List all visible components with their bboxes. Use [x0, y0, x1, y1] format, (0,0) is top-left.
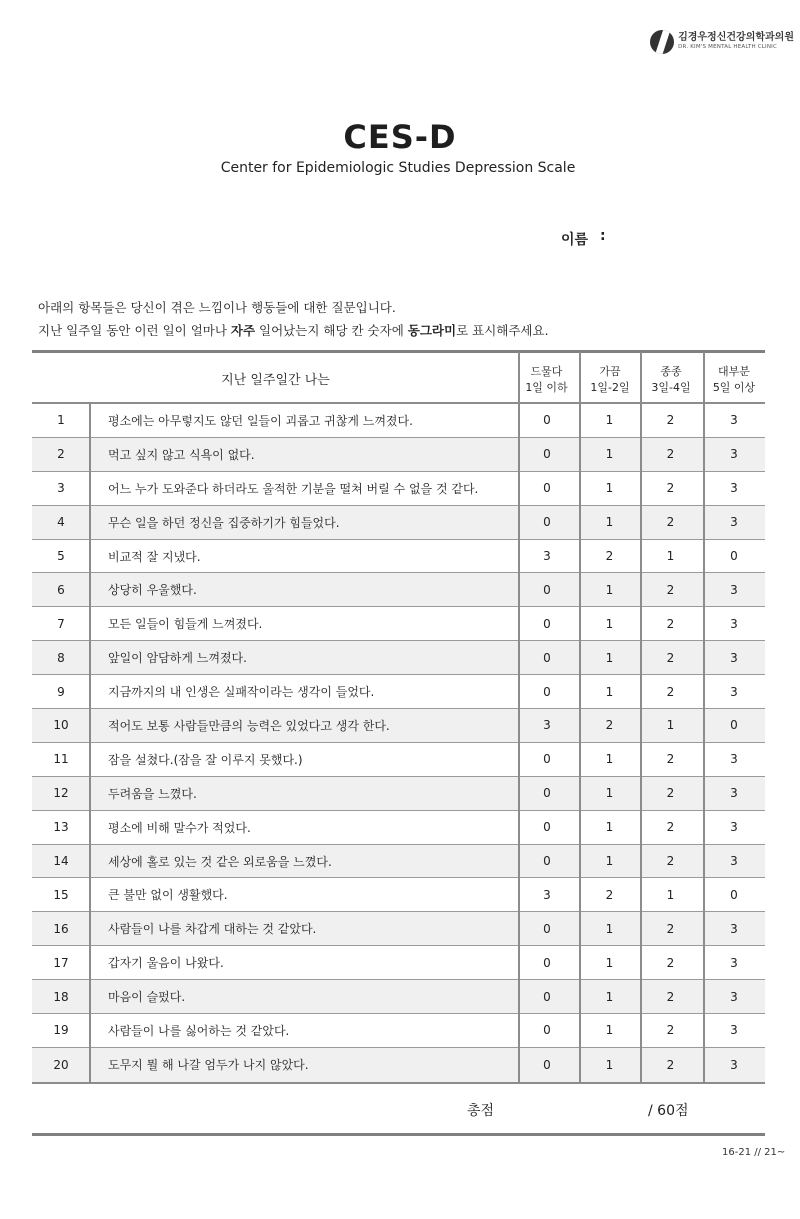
instruction-text: 로 표시해주세요.	[456, 323, 549, 338]
score-option[interactable]: 1	[605, 989, 614, 1004]
column-header-title: 대부분	[718, 365, 750, 378]
question-number: 2	[57, 447, 65, 462]
score-option[interactable]: 0	[730, 549, 738, 563]
column-header-rarely	[520, 364, 573, 396]
question-row	[32, 709, 765, 743]
question-text: 잠을 설쳤다.(잠을 잘 이루지 못했다.)	[108, 752, 303, 767]
score-option[interactable]: 0	[543, 1023, 551, 1038]
question-row	[32, 845, 765, 879]
question-text: 세상에 홀로 있는 것 같은 외로움을 느꼈다.	[108, 854, 332, 869]
question-row	[32, 980, 765, 1014]
score-option[interactable]: 2	[666, 582, 675, 597]
question-row	[32, 540, 765, 574]
score-option[interactable]: 1	[605, 921, 614, 936]
score-option[interactable]: 0	[730, 718, 738, 733]
score-option[interactable]: 3	[730, 650, 738, 665]
score-option[interactable]: 2	[666, 1023, 675, 1038]
question-number: 11	[53, 752, 69, 767]
question-text: 큰 불만 없이 생활했다.	[108, 888, 228, 903]
score-option[interactable]: 2	[666, 921, 675, 936]
question-number: 8	[57, 650, 65, 665]
question-text: 사람들이 나를 싫어하는 것 같았다.	[108, 1023, 290, 1038]
score-option[interactable]: 2	[666, 515, 675, 530]
score-option[interactable]: 0	[543, 854, 551, 869]
question-row	[32, 743, 765, 777]
score-option[interactable]: 3	[730, 582, 738, 597]
question-row	[32, 438, 765, 472]
question-row	[32, 946, 765, 980]
score-option[interactable]: 0	[543, 515, 551, 530]
instruction-emphasis-circle: 동그라미	[407, 323, 457, 338]
score-option[interactable]: 1	[605, 515, 614, 530]
question-row	[32, 675, 765, 709]
table-bottom-rule	[32, 1082, 765, 1084]
question-row	[32, 641, 765, 675]
score-option[interactable]: 2	[666, 854, 675, 869]
score-option[interactable]: 3	[730, 1023, 738, 1038]
score-option[interactable]: 3	[730, 752, 738, 767]
question-number: 18	[53, 989, 69, 1004]
question-number: 20	[53, 1057, 69, 1072]
score-option[interactable]: 3	[543, 549, 551, 563]
score-option[interactable]: 3	[543, 887, 551, 902]
question-number: 5	[57, 549, 65, 563]
score-option[interactable]: 1	[605, 1023, 614, 1038]
score-option[interactable]: 2	[666, 650, 675, 665]
score-option[interactable]: 3	[730, 481, 738, 496]
score-option[interactable]: 3	[730, 989, 738, 1004]
score-option[interactable]: 2	[666, 820, 675, 835]
instruction-line-1: 아래의 항목들은 당신이 겪은 느낌이나 행동들에 대한 질문입니다.	[38, 300, 396, 315]
column-divider	[579, 352, 581, 1082]
score-option[interactable]: 2	[605, 549, 614, 563]
question-number: 10	[53, 718, 69, 733]
column-divider	[640, 352, 642, 1082]
question-number: 7	[57, 616, 65, 631]
question-row	[32, 506, 765, 540]
question-row	[32, 912, 765, 946]
question-text: 도무지 뭘 해 나갈 엄두가 나지 않았다.	[108, 1058, 309, 1073]
clinic-name: 김경우정신건강의학과의원	[678, 32, 794, 44]
score-option[interactable]: 1	[605, 1057, 614, 1072]
score-option[interactable]: 0	[543, 1057, 551, 1072]
page-subtitle: Center for Epidemiologic Studies Depression Scale	[220, 160, 576, 176]
score-option[interactable]: 2	[666, 616, 675, 631]
question-text: 먹고 싶지 않고 식욕이 없다.	[108, 447, 255, 462]
score-option[interactable]: 1	[605, 820, 614, 835]
instruction-text: 일어났는지 해당 칸 숫자에	[255, 323, 408, 338]
question-number: 15	[53, 887, 69, 902]
question-row	[32, 1048, 765, 1082]
total-score-field[interactable]: / 60점	[648, 1103, 689, 1119]
question-number: 14	[53, 854, 69, 869]
footer-rule	[32, 1133, 765, 1136]
question-text: 적어도 보통 사람들만큼의 능력은 있었다고 생각 한다.	[108, 718, 390, 733]
question-number: 17	[53, 955, 69, 970]
score-option[interactable]: 0	[543, 582, 551, 597]
score-option[interactable]: 2	[605, 718, 614, 733]
score-option[interactable]: 3	[543, 718, 551, 733]
question-row	[32, 811, 765, 845]
instruction-emphasis-often: 자주	[230, 323, 256, 338]
score-option[interactable]: 3	[730, 1057, 738, 1072]
question-text: 평소에 비해 말수가 적었다.	[108, 820, 251, 835]
question-number: 16	[53, 921, 69, 936]
score-option[interactable]: 0	[543, 786, 551, 801]
table-header-label: 지난 일주일간 나는	[221, 373, 330, 388]
question-table	[32, 404, 765, 1082]
score-option[interactable]: 1	[666, 718, 675, 733]
score-option[interactable]: 1	[605, 582, 614, 597]
question-row	[32, 607, 765, 641]
column-header-sometimes	[582, 364, 638, 396]
score-option[interactable]: 3	[730, 413, 738, 428]
score-option[interactable]: 0	[543, 921, 551, 936]
column-header-often	[643, 364, 699, 396]
score-option[interactable]: 3	[730, 786, 738, 801]
question-text: 지금까지의 내 인생은 실패작이라는 생각이 들었다.	[108, 685, 375, 700]
score-option[interactable]: 0	[543, 447, 551, 462]
score-option[interactable]: 1	[666, 549, 675, 563]
total-score-label: 총점	[467, 1103, 495, 1119]
question-text: 갑자기 울음이 나왔다.	[108, 956, 224, 971]
question-number: 19	[53, 1023, 69, 1038]
question-text: 마음이 슬펐다.	[108, 990, 186, 1005]
column-header-mostly	[706, 364, 762, 396]
score-option[interactable]: 1	[605, 684, 614, 699]
clinic-logo	[650, 30, 794, 54]
question-text: 모든 일들이 힘들게 느껴졌다.	[108, 617, 263, 632]
score-option[interactable]: 3	[730, 616, 738, 631]
score-option[interactable]: 1	[666, 887, 675, 902]
question-row	[32, 1014, 765, 1048]
score-option[interactable]: 0	[730, 887, 738, 902]
column-divider	[518, 352, 520, 1082]
score-option[interactable]: 0	[543, 684, 551, 699]
score-option[interactable]: 1	[605, 650, 614, 665]
question-number: 9	[57, 684, 65, 699]
question-text: 무슨 일을 하던 정신을 집중하기가 힘들었다.	[108, 515, 340, 530]
question-text: 상당히 우울했다.	[108, 583, 197, 598]
column-header-title: 가끔	[599, 365, 621, 378]
score-option[interactable]: 0	[543, 650, 551, 665]
name-field-separator[interactable]: :	[600, 228, 606, 244]
table-top-rule	[32, 350, 765, 353]
question-text: 사람들이 나를 차갑게 대하는 것 같았다.	[108, 922, 317, 937]
score-option[interactable]: 1	[605, 786, 614, 801]
score-option[interactable]: 1	[605, 616, 614, 631]
score-option[interactable]: 0	[543, 989, 551, 1004]
instruction-line-2	[38, 321, 549, 339]
question-number: 1	[57, 413, 65, 428]
question-row	[32, 404, 765, 438]
score-option[interactable]: 2	[666, 684, 675, 699]
clinic-subtitle: DR. KIM'S MENTAL HEALTH CLINIC	[678, 44, 778, 51]
score-option[interactable]: 0	[543, 616, 551, 631]
clinic-logo-icon	[650, 30, 674, 54]
score-option[interactable]: 2	[666, 752, 675, 767]
question-number: 13	[53, 820, 69, 835]
column-header-range: 1일 이하	[525, 381, 568, 394]
question-row	[32, 777, 765, 811]
score-option[interactable]: 2	[666, 481, 675, 496]
score-option[interactable]: 1	[605, 752, 614, 767]
instruction-text: 지난 일주일 동안 이런 일이 얼마나	[38, 323, 231, 338]
score-option[interactable]: 2	[666, 1057, 675, 1072]
score-option[interactable]: 2	[666, 413, 675, 428]
score-option[interactable]: 0	[543, 413, 551, 428]
score-option[interactable]: 2	[605, 887, 614, 902]
score-option[interactable]: 1	[605, 854, 614, 869]
score-option[interactable]: 3	[730, 820, 738, 835]
score-option[interactable]: 3	[730, 447, 738, 462]
question-row	[32, 878, 765, 912]
question-number: 12	[53, 786, 69, 801]
score-option[interactable]: 0	[543, 481, 551, 496]
column-divider	[89, 404, 91, 1082]
score-option[interactable]: 0	[543, 752, 551, 767]
column-header-range: 3일-4일	[651, 381, 691, 394]
score-option[interactable]: 2	[666, 786, 675, 801]
name-field-label: 이름	[561, 232, 589, 248]
score-option[interactable]: 1	[605, 447, 614, 462]
column-header-title: 종종	[660, 365, 682, 378]
score-option[interactable]: 1	[605, 955, 614, 970]
column-header-title: 드물다	[530, 365, 563, 378]
page-code: 16-21 // 21~	[722, 1147, 786, 1158]
question-row	[32, 472, 765, 506]
question-row	[32, 573, 765, 607]
score-option[interactable]: 0	[543, 820, 551, 835]
question-number: 3	[57, 481, 65, 496]
question-text: 평소에는 아무렇지도 않던 일들이 괴롭고 귀찮게 느껴졌다.	[108, 413, 413, 428]
score-option[interactable]: 0	[543, 955, 551, 970]
column-header-range: 5일 이상	[712, 381, 756, 394]
column-divider	[703, 352, 705, 1082]
score-option[interactable]: 2	[666, 447, 675, 462]
score-option[interactable]: 2	[666, 989, 675, 1004]
question-text: 앞일이 암담하게 느껴졌다.	[108, 651, 247, 666]
question-number: 6	[57, 582, 65, 597]
score-option[interactable]: 1	[605, 481, 614, 496]
score-option[interactable]: 3	[730, 684, 738, 699]
question-text: 어느 누가 도와준다 하더라도 울적한 기분을 떨쳐 버릴 수 없을 것 같다.	[108, 481, 479, 496]
score-option[interactable]: 3	[730, 921, 738, 936]
page-title: CES-D	[343, 118, 457, 156]
column-header-range: 1일-2일	[590, 381, 630, 394]
score-option[interactable]: 3	[730, 854, 738, 869]
score-option[interactable]: 2	[666, 955, 675, 970]
score-option[interactable]: 3	[730, 955, 738, 970]
question-text: 비교적 잘 지냈다.	[108, 549, 201, 564]
score-option[interactable]: 3	[730, 515, 738, 530]
score-option[interactable]: 1	[605, 413, 614, 428]
question-text: 두려움을 느꼈다.	[108, 786, 197, 801]
question-number: 4	[57, 515, 65, 530]
